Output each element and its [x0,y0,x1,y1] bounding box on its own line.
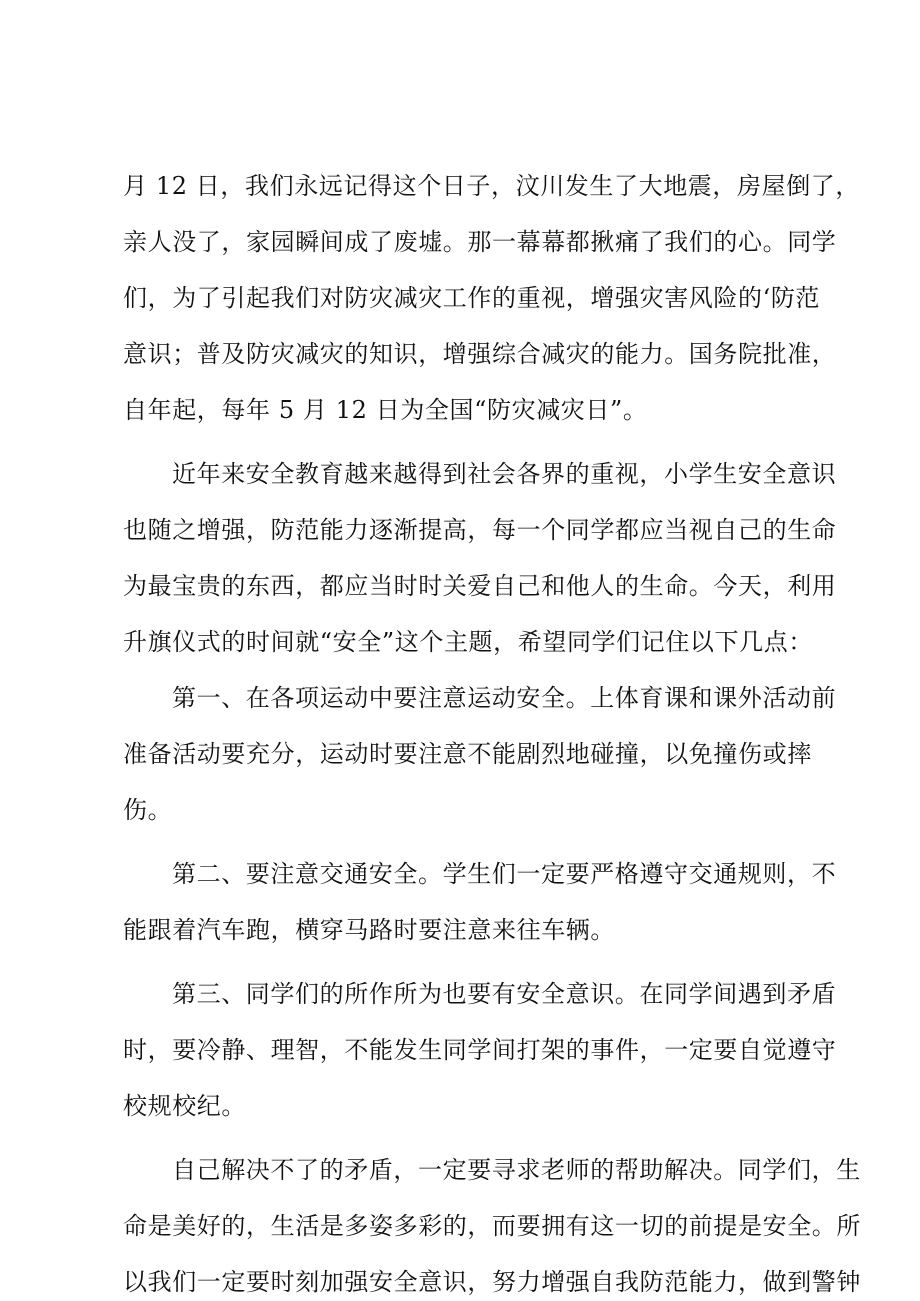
text-line: 校规校纪。 [123,1092,246,1120]
paragraph-start-line: 近年来安全教育越来越得到社会各界的重视，小学生安全意识 [172,460,837,488]
paragraph-start-line: 第二、要注意交通安全。学生们一定要严格遵守交通规则，不 [172,860,837,888]
paragraph-start-line: 第一、在各项运动中要注意运动安全。上体育课和课外活动前 [172,684,837,712]
paragraph-start-line: 自己解决不了的矛盾，一定要寻求老师的帮助解决。同学们，生 [172,1156,861,1184]
text-line: 为最宝贵的东西，都应当时时关爱自己和他人的生命。今天，利用 [123,572,837,600]
text-line: 时，要冷静、理智，不能发生同学间打架的事件，一定要自觉遵守 [123,1036,837,1064]
text-line: 自年起，每年 5 月 12 日为全国“防灾减灾日”。 [123,396,648,424]
text-line: 们，为了引起我们对防灾减灾工作的重视，增强灾害风险的‘防范 [123,284,821,312]
text-line: 亲人没了，家园瞬间成了废墟。那一幕幕都揪痛了我们的心。同学 [123,228,837,256]
text-line: 能跟着汽车跑，横穿马路时要注意来往车辆。 [123,916,615,944]
text-line: 意识；普及防灾减灾的知识，增强综合减灾的能力。国务院批准， [123,340,837,368]
paragraph-start-line: 第三、同学们的所作所为也要有安全意识。在同学间遇到矛盾 [172,980,837,1008]
text-line: 伤。 [123,796,173,824]
text-line: 以我们一定要时刻加强安全意识，努力增强自我防范能力，做到警钟 [123,1268,861,1296]
text-line: 月 12 日，我们永远记得这个日子，汶川发生了大地震，房屋倒了， [123,172,860,200]
text-line: 命是美好的，生活是多姿多彩的，而要拥有这一切的前提是安全。所 [123,1212,861,1240]
text-line: 准备活动要充分，运动时要注意不能剧烈地碰撞，以免撞伤或摔 [123,740,812,768]
text-line: 也随之增强，防范能力逐渐提高，每一个同学都应当视自己的生命 [123,516,837,544]
text-line: 升旗仪式的时间就“安全”这个主题，希望同学们记住以下几点： [123,628,813,656]
